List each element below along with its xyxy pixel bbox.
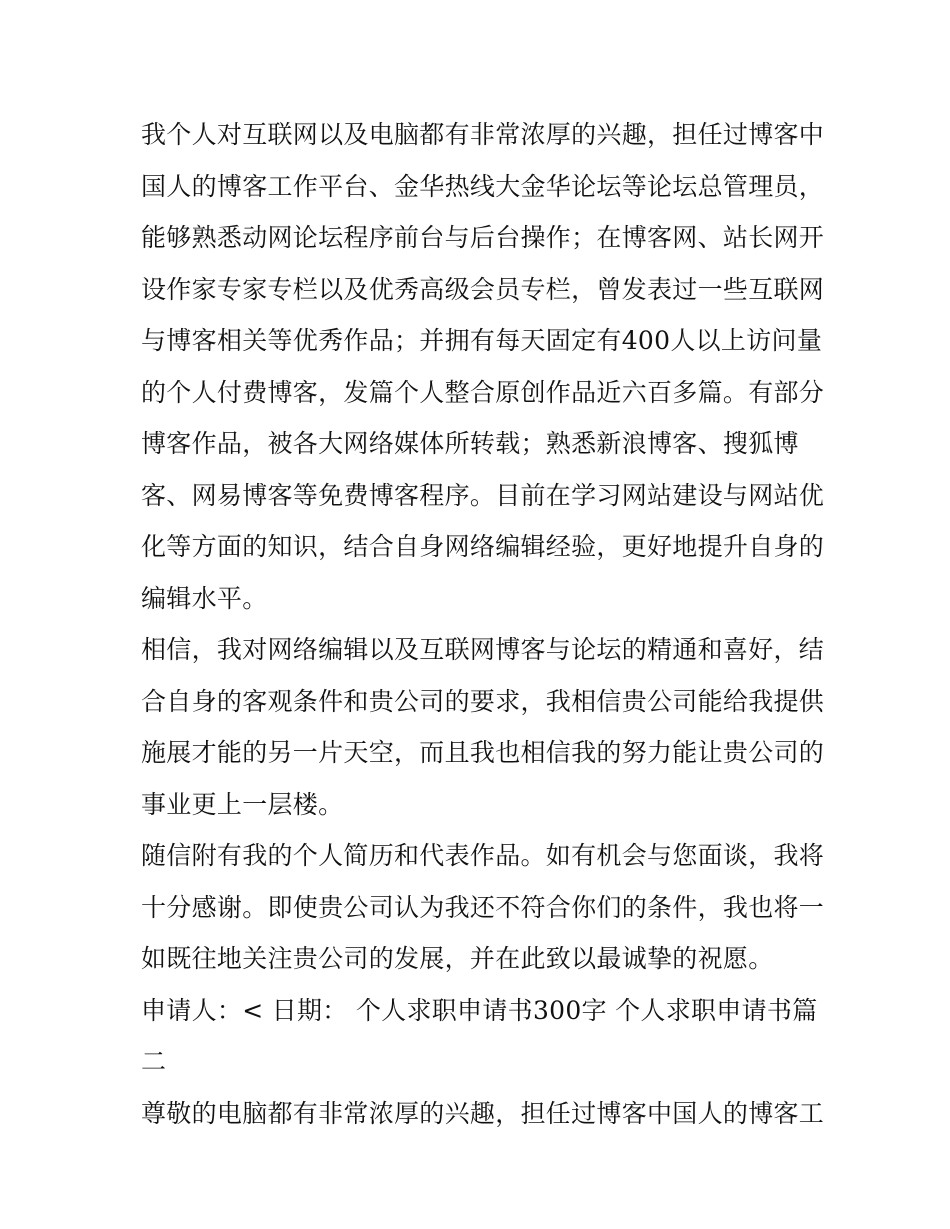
paragraph-second-letter: 尊敬的电脑都有非常浓厚的兴趣，担任过博客中国人的博客工 <box>141 1098 825 1128</box>
paragraph-signature: 申请人：< 日期： 个人求职申请书300字 个人求职申请书篇二 <box>141 995 818 1076</box>
paragraph-closing: 随信附有我的个人简历和代表作品。如有机会与您面谈，我将十分感谢。即使贵公司认为我还不符合你们的条件，我也将一如既往地关注贵公司的发展，并在此致以最诚挚的祝愿。 <box>141 841 825 973</box>
paragraph-confidence: 相信，我对网络编辑以及互联网博客与论坛的精通和喜好，结合自身的客观条件和贵公司的要求，我相信贵公司能给我提供施展才能的另一片天空，而且我也相信我的努力能让贵公司的事业更上一层楼。 <box>141 635 825 819</box>
paragraph-interests: 我个人对互联网以及电脑都有非常浓厚的兴趣，担任过博客中国人的博客工作平台、金华热线大金华论坛等论坛总管理员，能够熟悉动网论坛程序前台与后台操作；在博客网、站长网开设作家专家专栏以及优秀高级会员专栏，曾发表过一些互联网与博客相关等优秀作品；并拥有每天固定有400人以上访问量的个人付费博客，发篇个人整合原创作品近六百多篇。有部分博客作品，被各大网络媒体所转载；熟悉新浪博客、搜狐博客、网易博客等免费博客程序。目前在学习网站建设与网站优化等方面的知识，结合自身网络编辑经验，更好地提升自身的编辑水平。 <box>141 120 825 613</box>
document-body <box>141 109 831 1139</box>
